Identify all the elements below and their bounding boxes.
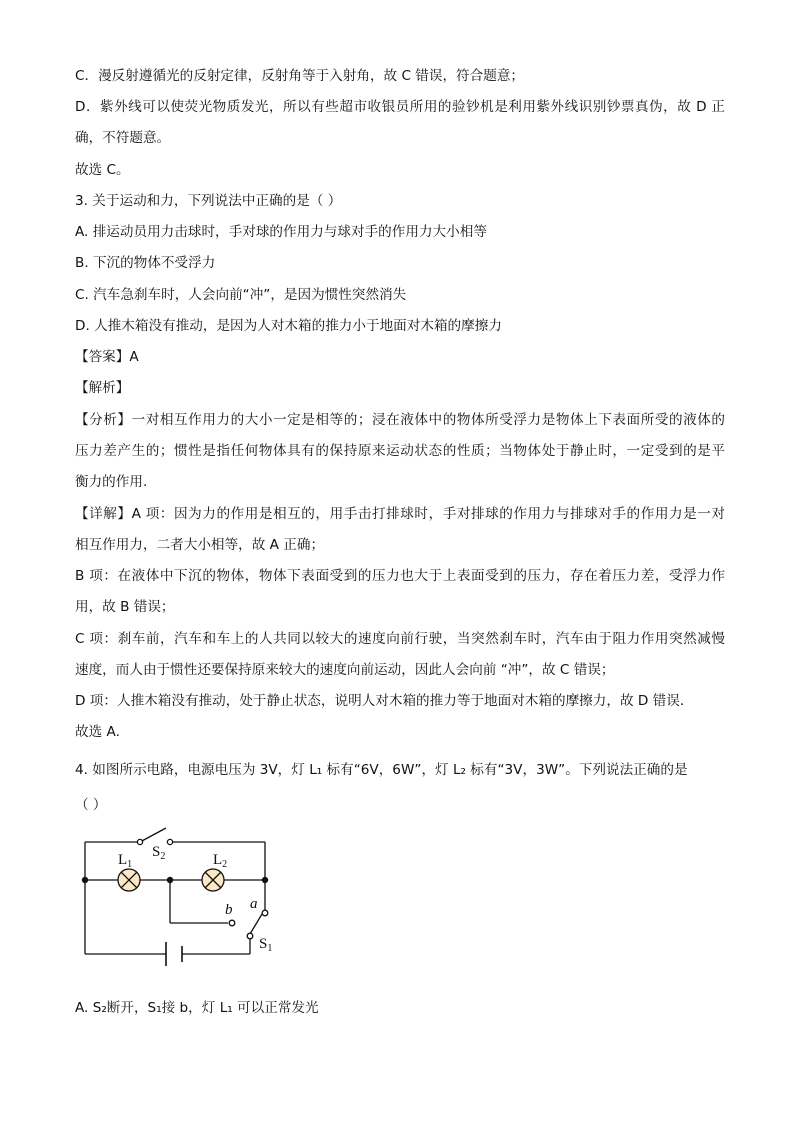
question-4-stem: 4. 如图所示电路，电源电压为 3V，灯 L₁ 标有“6V，6W”，灯 L₂ 标有“3V，3W”。下列说法正确的是 [75,762,688,778]
text-line-19: C 项：刹车前，汽车和车上的人共同以较大的速度向前行驶，当突然刹车时，汽车由于阻力作用突然减慢 [75,631,725,647]
text-line-3: 确，不符题意。 [75,130,171,146]
text-line-4: 故选 C。 [75,162,130,178]
switch-s2-blade [140,828,166,842]
text-line-13: 压力差产生的；惯性是指任何物体具有的保持原来运动状态的性质；当物体处于静止时，一定受到的是平 [75,443,725,459]
question-3-stem: 3. 关于运动和力，下列说法中正确的是（ ） [75,193,342,209]
text-line-14: 衡力的作用. [75,474,148,490]
text-line-1: C．漫反射遵循光的反射定律，反射角等于入射角，故 C 错误，符合题意； [75,68,525,84]
answer-label: 【答案】A [75,349,139,365]
analysis-label: 【解析】 [75,380,130,396]
label-S2: $S_2$ [152,844,166,862]
text-line-17: B 项：在液体中下沉的物体，物体下表面受到的压力也大于上表面受到的压力，存在着压力差，受浮力作 [75,568,725,584]
option-4a: A. S₂断开，S₁接 b，灯 L₁ 可以正常发光 [75,1000,319,1016]
text-line-21: D 项：人推木箱没有推动，处于静止状态，说明人对木箱的推力等于地面对木箱的摩擦力，故 D 错误． [75,693,694,709]
option-3d: D. 人推木箱没有推动，是因为人对木箱的推力小于地面对木箱的摩擦力 [75,318,502,334]
option-3a: A. 排运动员用力击球时，手对球的作用力与球对手的作用力大小相等 [75,224,487,240]
switch-s1-blade [250,914,262,934]
text-line-16: 相互作用力，二者大小相等，故 A 正确； [75,537,325,553]
text-line-18: 用，故 B 错误； [75,599,175,615]
text-line-2: D．紫外线可以使荧光物质发光，所以有些超市收银员所用的验钞机是利用紫外线识别钞票真伪，故 D 正 [75,99,725,115]
label-L1: $L_1$ [118,852,133,870]
text-line-20: 速度，而人由于惯性还要保持原来较大的速度向前运动，因此人会向前 “冲”，故 C 错误； [75,662,615,678]
text-line-15: 【详解】A 项：因为力的作用是相互的，用手击打排球时，手对排球的作用力与排球对手的作用力是一对 [75,506,725,522]
option-3c: C. 汽车急刹车时，人会向前“冲”，是因为惯性突然消失 [75,287,407,303]
circuit-diagram [70,822,290,982]
question-4-bracket: （ ） [75,797,107,813]
label-contact-b: b [225,902,233,918]
label-L2: $L_2$ [213,852,228,870]
text-line-12: 【分析】一对相互作用力的大小一定是相等的；浸在液体中的物体所受浮力是物体上下表面所受的液体的 [75,412,725,428]
label-S1: $S_1$ [259,936,273,954]
label-contact-a: a [250,896,258,912]
text-line-22: 故选 A. [75,724,120,740]
option-3b: B. 下沉的物体不受浮力 [75,255,216,271]
